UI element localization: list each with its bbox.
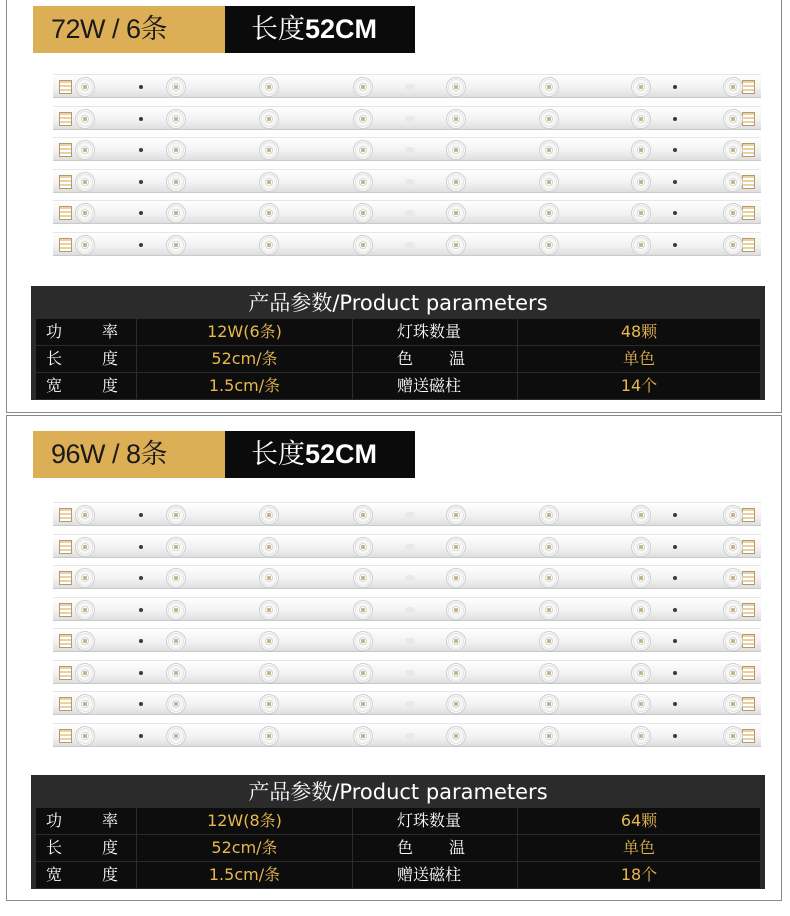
mount-pad: [405, 544, 415, 550]
led-bead-icon: [75, 568, 95, 588]
led-strip: [53, 200, 761, 224]
param-label-power: 功 率: [36, 319, 136, 345]
led-bead-icon: [259, 694, 279, 714]
led-strip: [53, 169, 761, 193]
led-bead-icon: [446, 600, 466, 620]
led-strip: [53, 232, 761, 256]
mount-pad: [405, 512, 415, 518]
solder-dot: [673, 211, 677, 215]
led-bead-icon: [166, 726, 186, 746]
connector-icon: [59, 80, 72, 94]
led-bead-icon: [539, 726, 559, 746]
led-bead-icon: [166, 568, 186, 588]
param-value-led-count: 48颗: [518, 319, 760, 345]
led-bead-icon: [166, 140, 186, 160]
connector-icon: [742, 729, 755, 743]
led-bead-icon: [631, 505, 651, 525]
led-bead-icon: [166, 537, 186, 557]
connector-icon: [742, 238, 755, 252]
led-bead-icon: [446, 172, 466, 192]
led-bead-icon: [75, 631, 95, 651]
length-label: 长度: [251, 14, 305, 44]
solder-dot: [673, 545, 677, 549]
solder-dot: [139, 608, 143, 612]
mount-pad: [405, 147, 415, 153]
table-row: [36, 373, 760, 399]
solder-dot: [673, 85, 677, 89]
connector-icon: [742, 571, 755, 585]
led-strip: [53, 106, 761, 130]
led-bead-icon: [259, 109, 279, 129]
led-bead-icon: [75, 235, 95, 255]
led-bead-icon: [539, 140, 559, 160]
led-bead-icon: [75, 726, 95, 746]
param-value-length: 52cm/条: [137, 346, 352, 372]
param-value-power: 12W(6条): [137, 319, 352, 345]
connector-icon: [742, 206, 755, 220]
led-bead-icon: [539, 568, 559, 588]
mount-pad: [405, 84, 415, 90]
solder-dot: [139, 180, 143, 184]
length-value: 52CM: [305, 439, 378, 469]
param-value-color-temp: 单色: [518, 346, 760, 372]
led-bead-icon: [353, 537, 373, 557]
led-bead-icon: [631, 663, 651, 683]
led-bead-icon: [723, 568, 743, 588]
led-bead-icon: [166, 172, 186, 192]
led-bead-icon: [631, 235, 651, 255]
led-bead-icon: [259, 537, 279, 557]
solder-dot: [673, 148, 677, 152]
param-value-led-count: 64颗: [518, 808, 760, 834]
table-row: [36, 835, 760, 861]
led-bead-icon: [631, 600, 651, 620]
param-value-length: 52cm/条: [137, 835, 352, 861]
led-bead-icon: [353, 726, 373, 746]
table-row: [36, 346, 760, 372]
solder-dot: [673, 608, 677, 612]
param-label-length: 长 度: [36, 835, 136, 861]
led-bead-icon: [446, 235, 466, 255]
led-bead-icon: [259, 77, 279, 97]
led-bead-icon: [75, 537, 95, 557]
led-bead-icon: [539, 172, 559, 192]
led-bead-icon: [631, 568, 651, 588]
connector-icon: [59, 206, 72, 220]
solder-dot: [673, 671, 677, 675]
mount-pad: [405, 210, 415, 216]
led-strip: [53, 74, 761, 98]
led-bead-icon: [259, 600, 279, 620]
led-bead-icon: [166, 203, 186, 223]
led-bead-icon: [166, 77, 186, 97]
led-bead-icon: [723, 77, 743, 97]
table-title: 产品参数/Product parameters: [248, 291, 548, 315]
led-bead-icon: [75, 140, 95, 160]
connector-icon: [59, 238, 72, 252]
led-strip: [53, 723, 761, 747]
connector-icon: [742, 603, 755, 617]
led-bead-icon: [166, 694, 186, 714]
power-spec-badge: 96W / 8条: [33, 431, 225, 478]
led-bead-icon: [166, 631, 186, 651]
solder-dot: [673, 702, 677, 706]
connector-icon: [742, 175, 755, 189]
led-bead-icon: [353, 235, 373, 255]
solder-dot: [139, 85, 143, 89]
led-bead-icon: [446, 663, 466, 683]
solder-dot: [139, 576, 143, 580]
mount-pad: [405, 179, 415, 185]
led-bead-icon: [353, 505, 373, 525]
led-bead-icon: [353, 631, 373, 651]
led-bead-icon: [723, 140, 743, 160]
connector-icon: [59, 729, 72, 743]
led-bead-icon: [723, 694, 743, 714]
param-label-width: 宽 度: [36, 862, 136, 888]
connector-icon: [742, 143, 755, 157]
led-bead-icon: [446, 203, 466, 223]
led-bead-icon: [259, 631, 279, 651]
param-label-length: 长 度: [36, 346, 136, 372]
product-panel-72w: [6, 0, 782, 413]
mount-pad: [405, 116, 415, 122]
led-bead-icon: [75, 77, 95, 97]
connector-icon: [59, 540, 72, 554]
connector-icon: [59, 634, 72, 648]
power-spec-badge: 72W / 6条: [33, 6, 225, 53]
led-strip: [53, 691, 761, 715]
led-bead-icon: [75, 694, 95, 714]
length-label: 长度: [251, 439, 305, 469]
connector-icon: [59, 697, 72, 711]
led-bead-icon: [723, 726, 743, 746]
led-bead-icon: [539, 631, 559, 651]
connector-icon: [59, 571, 72, 585]
led-bead-icon: [446, 694, 466, 714]
led-bead-icon: [446, 140, 466, 160]
table-row: [36, 808, 760, 834]
led-strip: [53, 565, 761, 589]
led-bead-icon: [353, 203, 373, 223]
length-badge: [225, 6, 415, 53]
led-bead-icon: [539, 600, 559, 620]
led-bead-icon: [166, 663, 186, 683]
product-panel-96w: [6, 415, 782, 901]
led-bead-icon: [259, 663, 279, 683]
product-parameters-table: [31, 775, 765, 889]
led-bead-icon: [631, 631, 651, 651]
led-strip: [53, 534, 761, 558]
led-strip: [53, 597, 761, 621]
connector-icon: [742, 540, 755, 554]
led-strip: [53, 660, 761, 684]
led-strip: [53, 137, 761, 161]
led-bead-icon: [631, 140, 651, 160]
led-strip: [53, 628, 761, 652]
led-bead-icon: [723, 631, 743, 651]
connector-icon: [742, 112, 755, 126]
led-bead-icon: [259, 140, 279, 160]
table-title: 产品参数/Product parameters: [248, 780, 548, 804]
connector-icon: [59, 175, 72, 189]
param-label-width: 宽 度: [36, 373, 136, 399]
solder-dot: [139, 513, 143, 517]
led-bead-icon: [723, 663, 743, 683]
mount-pad: [405, 242, 415, 248]
solder-dot: [139, 117, 143, 121]
led-bead-icon: [539, 694, 559, 714]
led-bead-icon: [353, 663, 373, 683]
led-bead-icon: [539, 235, 559, 255]
solder-dot: [139, 148, 143, 152]
led-bead-icon: [539, 203, 559, 223]
led-bead-icon: [723, 235, 743, 255]
led-bead-icon: [353, 568, 373, 588]
led-bead-icon: [259, 568, 279, 588]
led-bead-icon: [75, 600, 95, 620]
led-bead-icon: [723, 172, 743, 192]
connector-icon: [742, 666, 755, 680]
solder-dot: [673, 734, 677, 738]
solder-dot: [139, 545, 143, 549]
param-value-color-temp: 单色: [518, 835, 760, 861]
led-bead-icon: [259, 726, 279, 746]
led-bead-icon: [259, 235, 279, 255]
length-value: 52CM: [305, 14, 378, 44]
led-bead-icon: [539, 537, 559, 557]
solder-dot: [673, 576, 677, 580]
led-bead-icon: [446, 109, 466, 129]
param-value-magnets: 14个: [518, 373, 760, 399]
connector-icon: [742, 80, 755, 94]
solder-dot: [139, 243, 143, 247]
led-bead-icon: [75, 172, 95, 192]
param-label-color-temp: 色 温: [353, 835, 517, 861]
led-strip: [53, 502, 761, 526]
mount-pad: [405, 638, 415, 644]
param-label-magnets: 赠送磁柱: [353, 373, 517, 399]
param-label-color-temp: 色 温: [353, 346, 517, 372]
solder-dot: [139, 671, 143, 675]
led-bead-icon: [353, 600, 373, 620]
solder-dot: [139, 702, 143, 706]
connector-icon: [59, 143, 72, 157]
led-bead-icon: [166, 600, 186, 620]
param-label-led-count: 灯珠数量: [353, 808, 517, 834]
led-bead-icon: [631, 203, 651, 223]
connector-icon: [742, 634, 755, 648]
connector-icon: [59, 112, 72, 126]
connector-icon: [742, 697, 755, 711]
table-row: [36, 862, 760, 888]
led-bead-icon: [446, 568, 466, 588]
led-bead-icon: [631, 726, 651, 746]
led-bead-icon: [631, 694, 651, 714]
solder-dot: [673, 180, 677, 184]
param-label-magnets: 赠送磁柱: [353, 862, 517, 888]
led-bead-icon: [539, 77, 559, 97]
mount-pad: [405, 575, 415, 581]
solder-dot: [139, 734, 143, 738]
led-bead-icon: [259, 203, 279, 223]
led-bead-icon: [75, 203, 95, 223]
led-bead-icon: [166, 505, 186, 525]
length-badge: [225, 431, 415, 478]
led-bead-icon: [259, 505, 279, 525]
led-bead-icon: [539, 663, 559, 683]
led-bead-icon: [539, 505, 559, 525]
led-bead-icon: [75, 505, 95, 525]
connector-icon: [59, 603, 72, 617]
led-bead-icon: [446, 726, 466, 746]
led-bead-icon: [446, 537, 466, 557]
led-bead-icon: [446, 631, 466, 651]
solder-dot: [139, 211, 143, 215]
mount-pad: [405, 733, 415, 739]
param-value-power: 12W(8条): [137, 808, 352, 834]
led-bead-icon: [75, 109, 95, 129]
connector-icon: [59, 666, 72, 680]
param-label-power: 功 率: [36, 808, 136, 834]
table-row: [36, 319, 760, 345]
solder-dot: [673, 243, 677, 247]
param-label-led-count: 灯珠数量: [353, 319, 517, 345]
led-bead-icon: [353, 109, 373, 129]
param-value-width: 1.5cm/条: [137, 862, 352, 888]
led-bead-icon: [723, 109, 743, 129]
led-bead-icon: [723, 600, 743, 620]
param-value-magnets: 18个: [518, 862, 760, 888]
led-bead-icon: [631, 109, 651, 129]
led-bead-icon: [75, 663, 95, 683]
led-bead-icon: [723, 505, 743, 525]
param-value-width: 1.5cm/条: [137, 373, 352, 399]
led-bead-icon: [353, 77, 373, 97]
mount-pad: [405, 701, 415, 707]
connector-icon: [742, 508, 755, 522]
led-bead-icon: [353, 140, 373, 160]
led-bead-icon: [166, 109, 186, 129]
led-bead-icon: [353, 694, 373, 714]
led-bead-icon: [446, 505, 466, 525]
solder-dot: [673, 639, 677, 643]
led-bead-icon: [166, 235, 186, 255]
connector-icon: [59, 508, 72, 522]
solder-dot: [673, 513, 677, 517]
mount-pad: [405, 607, 415, 613]
led-bead-icon: [723, 537, 743, 557]
led-bead-icon: [353, 172, 373, 192]
product-parameters-table: [31, 286, 765, 400]
solder-dot: [673, 117, 677, 121]
led-bead-icon: [631, 77, 651, 97]
led-bead-icon: [539, 109, 559, 129]
solder-dot: [139, 639, 143, 643]
led-bead-icon: [446, 77, 466, 97]
led-bead-icon: [723, 203, 743, 223]
led-bead-icon: [631, 537, 651, 557]
led-bead-icon: [259, 172, 279, 192]
mount-pad: [405, 670, 415, 676]
led-bead-icon: [631, 172, 651, 192]
